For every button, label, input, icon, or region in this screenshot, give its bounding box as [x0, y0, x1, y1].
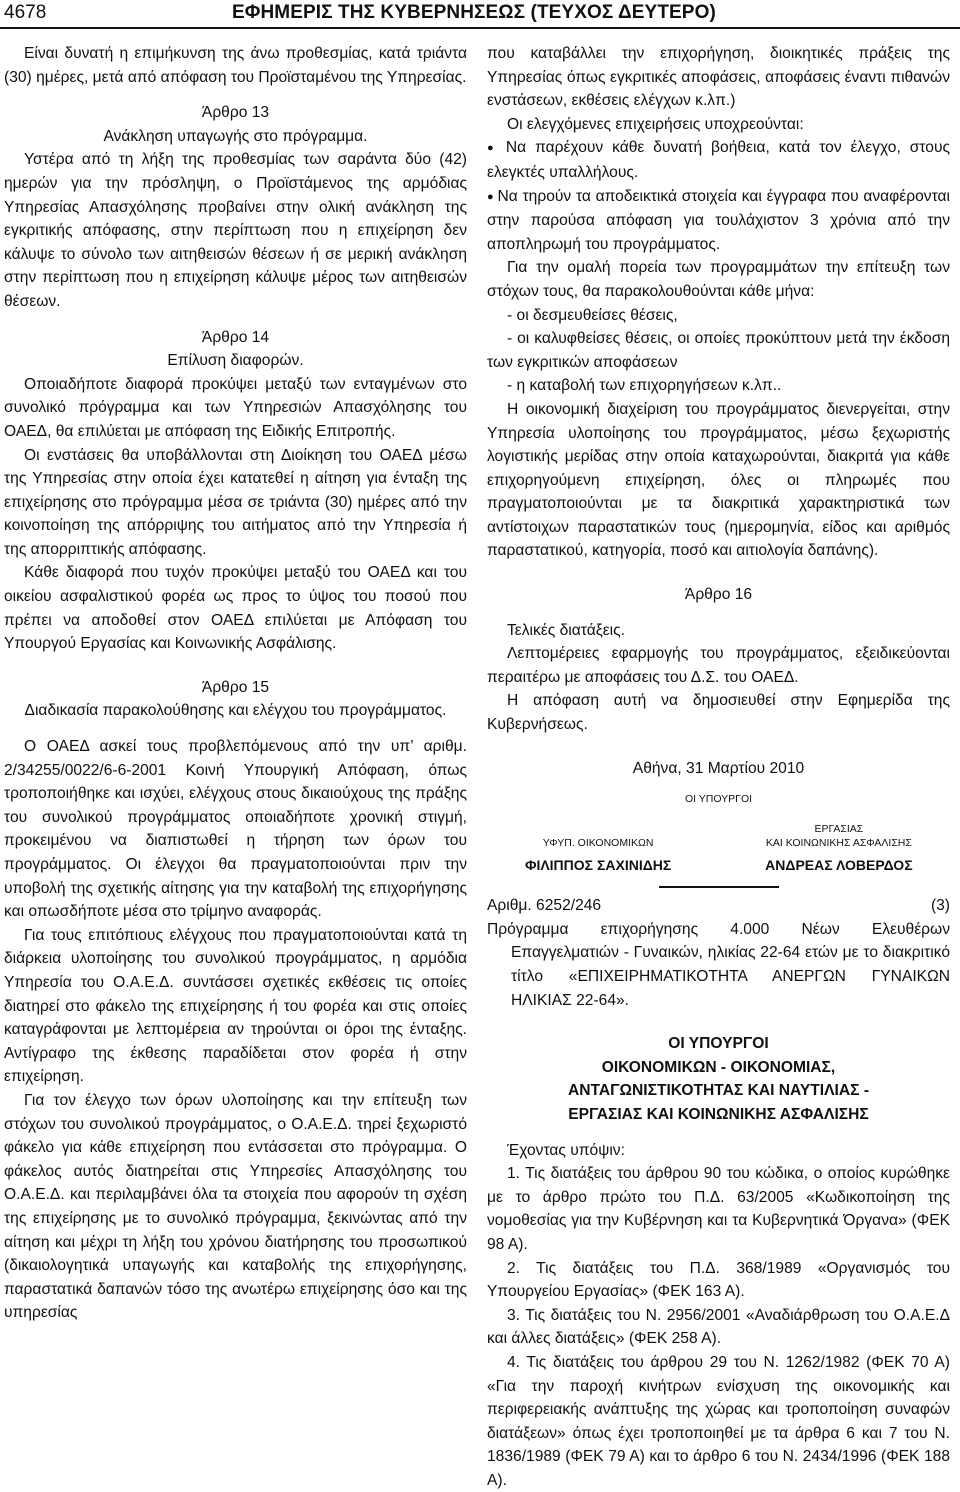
article-14-title: Άρθρο 14	[201, 328, 270, 346]
paragraph: Για τον έλεγχο των όρων υλοποίησης και την επίτευξη των στόχων του συνολικού προγράμματος, ο Ο.Α.Ε.Δ. τηρεί ξεχωριστό φάκελο για κάθε επιχείρηση που εντάσσεται στο πρόγραμμα. Ο φάκελος αυτός διατηρείται στις Υπηρεσίες Απασχόλησης του Ο.Α.Ε.Δ. και περιλαμβάνει όλα τα στοιχεία που αφορούν τη σχέση της επιχείρησης με το συνολικό πρόγραμμα, ξεκινώντας από την αίτηση και μέχρι τη λήξη του χρόνου διατήρησης του προσωπικού (δικαιολογητικά υπαγωγής και καταβολής της επιχορήγησης, παραστατικά δαπανών τόσο της ανωτέρω επιχείρησης όσο και της υπηρεσίας	[4, 1091, 467, 1322]
paragraph: Οποιαδήποτε διαφορά προκύψει μεταξύ των ενταγμένων στο συνολικό πρόγραμμα και των Υπηρεσιών Απασχόλησης του ΟΑΕΔ, θα επιλύεται με απόφαση της Ειδικής Επιτροπής.	[4, 375, 467, 440]
decision-title: Πρόγραμμα επιχορήγησης 4.000 Νέων Ελευθέρων Επαγγελματιών - Γυναικών, ηλικίας 22-64 ετών με το διακριτικό τίτλο «ΕΠΙΧΕΙΡΗΜΑΤΙΚΟΤΗΤΑ ΑΝΕΡΓΩΝ ΓΥΝΑΙΚΩΝ ΗΛΙΚΙΑΣ 22-64».	[487, 920, 950, 1009]
signatory-name: ΦΙΛΙΠΠΟΣ ΣΑΧΙΝΙΔΗΣ	[524, 857, 672, 874]
dash-item: - η καταβολή των επιχορηγήσεων κ.λπ..	[507, 377, 782, 395]
paragraph: Η απόφαση αυτή να δημοσιευθεί στην Εφημερίδα της Κυβερνήσεως.	[487, 692, 950, 734]
paragraph: Οι ελεγχόμενες επιχειρήσεις υποχρεούνται:	[507, 115, 804, 133]
ministers-heading: ΑΝΤΑΓΩΝΙΣΤΙΚΟΤΗΤΑΣ ΚΑΙ ΝΑΥΤΙΛΙΑΣ -	[567, 1082, 870, 1100]
article-15-subtitle: Διαδικασία παρακολούθησης και ελέγχου του προγράμματος.	[24, 702, 447, 720]
article-14-subtitle: Επίλυση διαφορών.	[167, 352, 304, 370]
signatory-role: ΚΑΙ ΚΟΙΝΩΝΙΚΗΣ ΑΣΦΑΛΙΣΗΣ	[765, 837, 912, 850]
left-column	[4, 42, 467, 1325]
article-13-subtitle: Ανάκληση υπαγωγής στο πρόγραμμα.	[103, 127, 368, 145]
paragraph: Για τους επιτόπιους ελέγχους που πραγματοποιούνται κατά τη διάρκεια υλοποίησης του συνολικού προγράμματος, η αρμόδια Υπηρεσία του Ο.Α.Ε.Δ. συντάσσει σχετικές εκθέσεις τις οποίες διατηρεί στο φάκελο της επιχείρησης ή του φορέα και στις οποίες καταγράφονται με λεπτομέρεια αν τηρούνται οι όροι της ένταξης. Αντίγραφο της έκθεσης παραδίδεται στον φορέα ή στην επιχείρηση.	[4, 926, 467, 1086]
paragraph: Οι ενστάσεις θα υποβάλλονται στη Διοίκηση του ΟΑΕΔ μέσω της Υπηρεσίας στην οποία έχει κατατεθεί η αίτηση για ένταξη της επιχείρησης στο πρόγραμμα μέσα σε τριάντα (30) ημέρες από την κοινοποίηση της απόρριψης του αιτήματος από την Υπηρεσία ή της απορριπτικής απόφασης.	[4, 446, 467, 558]
dash-item: - οι δεσμευθείσες θέσεις,	[507, 306, 678, 324]
paragraph: Υστέρα από τη λήξη της προθεσμίας των σαράντα δύο (42) ημερών για την πρόσληψη, ο Προϊστάμενος της αρμόδιας Υπηρεσίας Απασχόλησης προβαίνει στην ολική ανάκληση της εγκριτικής απόφασης, στην περίπτωση που η επιχείρηση δεν κάλυψε το σύνολο των αιτηθεισών θέσεων ή σε μερική ανάκληση στην περίπτωση που η επιχείρηση κάλυψε μέρος των αιτηθεισών θέσεων.	[4, 151, 467, 310]
paragraph: Για την ομαλή πορεία των προγραμμάτων την επίτευξη των στόχων τους, θα παρακολουθούνται κάθε μήνα:	[487, 259, 950, 300]
decision-number-line	[487, 894, 950, 918]
signature-right	[728, 822, 950, 872]
signature-left	[487, 822, 709, 872]
paragraph: Ο ΟΑΕΔ ασκεί τους προβλεπόμενους από την υπ’ αριθμ. 2/34255/0022/6-6-2001 Κοινή Υπουργική Απόφαση, όπως τροποποιήθηκε και ισχύει, ελέγχους στους δικαιούχους της πράξης του συνολικού προγράμματος οποιαδήποτε χρονική στιγμή, προκειμένου να διαπιστωθεί η τήρηση των όρων του προγράμματος. Οι έλεγχοι θα πραγματοποιούνται πριν την υποβολή της σχετικής αίτησης για την καταβολή της επιχορήγησης και οπωσδήποτε μέσα στο τρίμηνο αναφοράς.	[4, 738, 467, 921]
page-number: 4678	[4, 2, 47, 23]
signatory-name: ΑΝΔΡΕΑΣ ΛΟΒΕΡΔΟΣ	[765, 857, 913, 874]
signature-block	[487, 822, 950, 872]
paragraph: που καταβάλλει την επιχορήγηση, διοικητικές πράξεις της Υπηρεσίας όπως εγκριτικές αποφάσεις, αποφάσεις έναντι πιθανών ενστάσεων, εκθέσεις ελέγχων κ.λπ.)	[487, 45, 950, 110]
article-16-subtitle: Τελικές διατάξεις.	[507, 621, 625, 639]
ministers-label: ΟΙ ΥΠΟΥΡΓΟΙ	[684, 793, 753, 806]
list-item: 4. Τις διατάξεις του άρθρου 29 του Ν. 1262/1982 (ΦΕΚ 70 Α) «Για την παροχή κινήτρων ενίσχυση της οικονομικής και περιφερειακής ανάπτυξης της χώρας και τροποποίηση συναφών διατάξεων» όπως έχει τροποποιηθεί με τα άρθρα 6 και 7 του Ν. 1836/1989 (ΦΕΚ 79 Α) και το άρθρο 6 του Ν. 2434/1996 (ΦΕΚ 188 Α).	[487, 1353, 950, 1489]
article-13-title: Άρθρο 13	[201, 104, 270, 122]
ministers-heading: ΟΙ ΥΠΟΥΡΓΟΙ	[668, 1035, 769, 1053]
paragraph: Είναι δυνατή η επιμήκυνση της άνω προθεσμίας, κατά τριάντα (30) ημέρες, μετά από απόφαση του Προϊσταμένου της Υπηρεσίας.	[4, 45, 467, 86]
paragraph: Λεπτομέρειες εφαρμογής του προγράμματος, εξειδικεύονται περαιτέρω με αποφάσεις του Δ.Σ. του ΟΑΕΔ.	[487, 645, 950, 686]
article-15-title: Άρθρο 15	[201, 678, 270, 696]
article-16-title: Άρθρο 16	[684, 586, 753, 604]
bullet-item: ● Να παρέχουν κάθε δυνατή βοήθεια, κατά τον έλεγχο, στους ελεγκτές υπαλλήλους.	[487, 136, 950, 184]
decision-index: (3)	[930, 897, 950, 915]
ministers-heading: ΕΡΓΑΣΙΑΣ ΚΑΙ ΚΟΙΝΩΝΙΚΗΣ ΑΣΦΑΛΙΣΗΣ	[568, 1105, 869, 1123]
header-divider	[0, 27, 960, 29]
right-column	[487, 42, 950, 1492]
page-header	[0, 0, 960, 28]
bullet-item: ● Να τηρούν τα αποδεικτικά στοιχεία και έγγραφα που αναφέρονται στην παρούσα απόφαση για τουλάχιστον 3 χρόνια από την αποπληρωμή του προγράμματος.	[487, 185, 950, 257]
paragraph: Κάθε διαφορά που τυχόν προκύψει μεταξύ του ΟΑΕΔ και του οικείου ασφαλιστικού φορέα ως προς το ύψος του ποσού που πρέπει να αποδοθεί στον ΟΑΕΔ επιλύεται με Απόφαση του Υπουργού Εργασίας και Κοινωνικής Ασφάλισης.	[4, 564, 467, 653]
having-regard: Έχοντας υπόψιν:	[507, 1141, 625, 1159]
list-item: 2. Τις διατάξεις του Π.Δ. 368/1989 «Οργανισμός του Υπουργείου Εργασίας» (ΦΕΚ 163 Α).	[487, 1259, 950, 1301]
section-divider	[659, 886, 779, 888]
signatory-role: ΥΦΥΠ. ΟΙΚΟΝΟΜΙΚΩΝ	[542, 837, 654, 850]
signatory-role: ΕΡΓΑΣΙΑΣ	[814, 823, 864, 836]
gazette-title: ΕΦΗΜΕΡΙΣ ΤΗΣ ΚΥΒΕΡΝΗΣΕΩΣ (ΤΕΥΧΟΣ ΔΕΥΤΕΡΟ)	[232, 2, 716, 23]
dash-item: - οι καλυφθείσες θέσεις, οι οποίες προκύπτουν μετά την έκδοση των εγκριτικών αποφάσεων	[487, 330, 950, 371]
decision-number: Αριθμ. 6252/246	[487, 897, 602, 915]
paragraph: Η οικονομική διαχείριση του προγράμματος διενεργείται, στην Υπηρεσία υλοποίησης του προγράμματος, μέσω ξεχωριστής λογιστικής μερίδας στην οποία καταχωρούνται, διακριτά για κάθε επιχορηγούμενη επιχείρηση, όλες οι πληρωμές που πραγματοποιούνται με τα διακριτικά χαρακτηριστικά των αντίστοιχων παραστατικών τους (ημερομηνία, είδος και αριθμός παραστατικού, κατηγορία, ποσό και αιτιολογία δαπάνης).	[487, 400, 950, 560]
signing-date: Αθήνα, 31 Μαρτίου 2010	[632, 759, 805, 777]
ministers-heading: ΟΙΚΟΝΟΜΙΚΩΝ - ΟΙΚΟΝΟΜΙΑΣ,	[601, 1058, 836, 1076]
list-item: 1. Τις διατάξεις του άρθρου 90 του κώδικα, ο οποίος κυρώθηκε με το άρθρο πρώτο του Π.Δ. 63/2005 «Κωδικοποίηση της νομοθεσίας για την Κυβέρνηση και τα Κυβερνητικά Όργανα» (ΦΕΚ 98 Α).	[487, 1165, 950, 1253]
list-item: 3. Τις διατάξεις του Ν. 2956/2001 «Αναδιάρθρωση του Ο.Α.Ε.Δ και άλλες διατάξεις» (ΦΕΚ 258 Α).	[487, 1306, 950, 1348]
